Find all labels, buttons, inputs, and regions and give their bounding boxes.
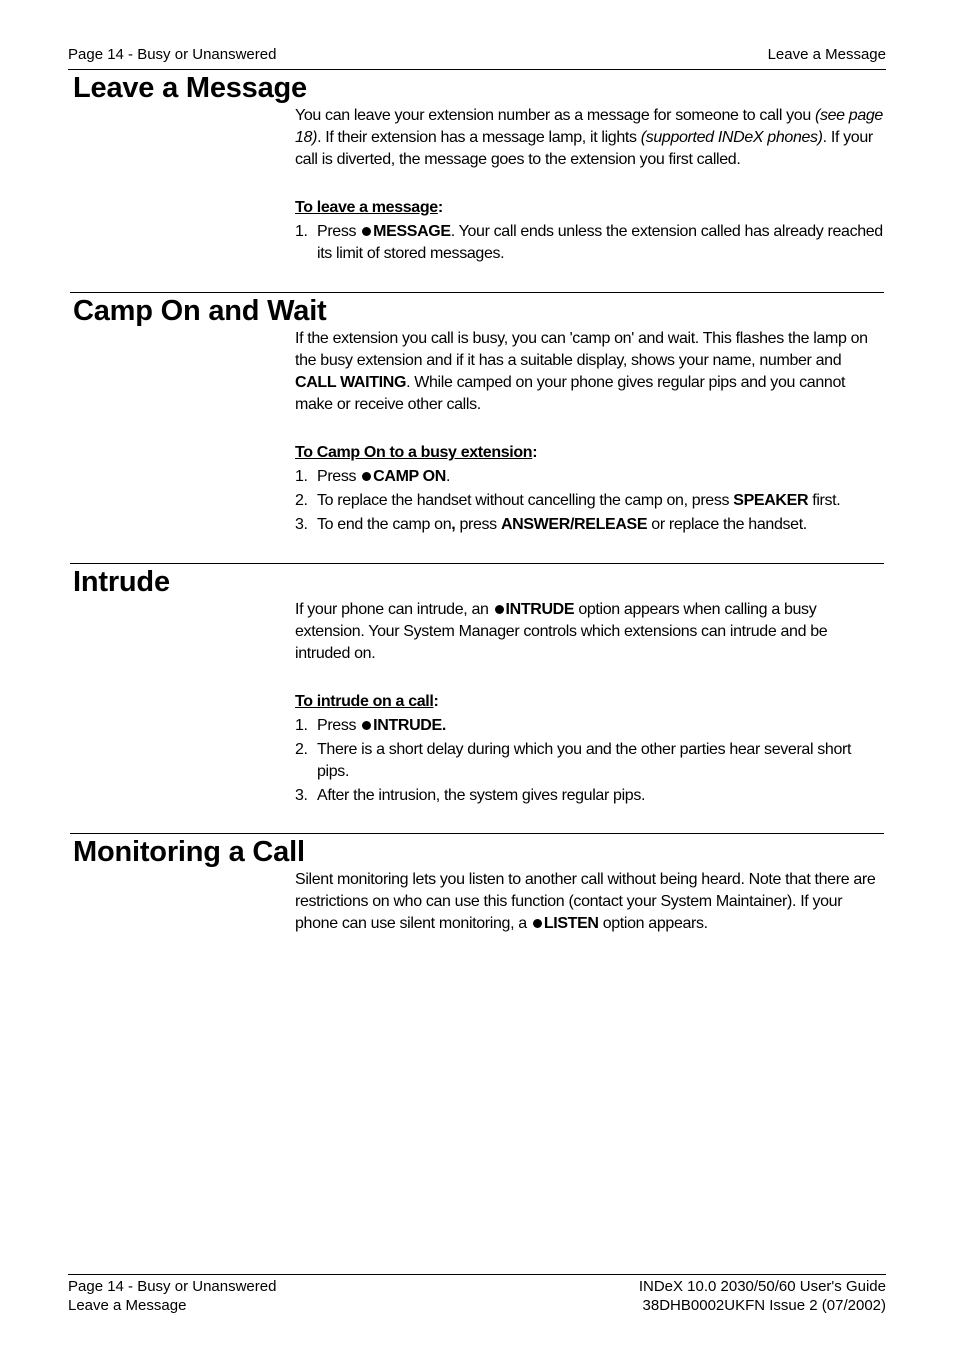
list-item: 1. Press INTRUDE. [295,717,446,734]
header-right: Leave a Message [767,46,886,63]
header-left: Page 14 - Busy or Unanswered [68,46,277,63]
section-camp-on [70,292,884,563]
footer-doc-id: 38DHB0002UKFN Issue 2 (07/2002) [642,1297,886,1314]
footer-left [68,1277,276,1315]
list-item: 1. Press MESSAGE. Your call ends unless the extension called has already reached its limit of stored messages. [295,223,883,262]
page-footer [68,1274,886,1314]
section-title: Camp On and Wait [73,295,327,327]
section-body [295,328,885,536]
list-item: 3. After the intrusion, the system gives regular pips. [295,787,646,804]
section-title: Leave a Message [73,72,307,104]
footer-topic: Leave a Message [68,1297,187,1314]
list-item: 2. There is a short delay during which you and the other parties hear several short pips. [295,741,852,780]
footer-right [639,1277,886,1315]
list-item: 3. To end the camp on, press ANSWER/RELEASE or replace the handset. [295,516,807,533]
intro-paragraph: If your phone can intrude, an INTRUDE option appears when calling a busy extension. Your System Manager controls which extensions can intrude and be intruded on. [295,601,828,662]
section-intrude [70,563,884,833]
section-body [295,105,885,265]
list-item: 1. Press CAMP ON. [295,468,451,485]
intro-paragraph: If the extension you call is busy, you can 'camp on' and wait. This flashes the lamp on the busy extension and if it has a suitable display, shows your name, number and CALL WAITING. While camped on your phone gives regular pips and you cannot make or receive other calls. [295,330,868,413]
step-list [295,466,885,536]
procedure-heading: To leave a message: [295,199,443,216]
softkey-dot-icon [362,227,371,236]
page-header [68,45,886,70]
section-body [295,599,885,807]
list-item: 2. To replace the handset without cancelling the camp on, press SPEAKER first. [295,492,841,509]
softkey-dot-icon [362,472,371,481]
intro-paragraph: You can leave your extension number as a message for someone to call you (see page 18). If their extension has a message lamp, it lights (supported INDeX phones). If your call is diverted, the message goes to the extension you first called. [295,107,883,168]
softkey-dot-icon [495,605,504,614]
softkey-dot-icon [533,919,542,928]
step-list [295,221,885,265]
procedure-heading: To Camp On to a busy extension: [295,444,538,461]
step-list [295,715,885,807]
softkey-dot-icon [362,721,371,730]
section-title: Monitoring a Call [73,836,305,868]
section-body [295,869,885,935]
procedure-heading: To intrude on a call: [295,693,439,710]
intro-paragraph: Silent monitoring lets you listen to another call without being heard. Note that there are restrictions on who can use this function (contact your System Maintainer). If your phone can use silent monitoring, a LISTEN option appears. [295,871,876,932]
footer-page-ref: Page 14 - Busy or Unanswered [68,1278,277,1295]
section-monitoring [70,833,884,932]
footer-guide-title: INDeX 10.0 2030/50/60 User's Guide [638,1278,886,1295]
section-title: Intrude [73,566,170,598]
